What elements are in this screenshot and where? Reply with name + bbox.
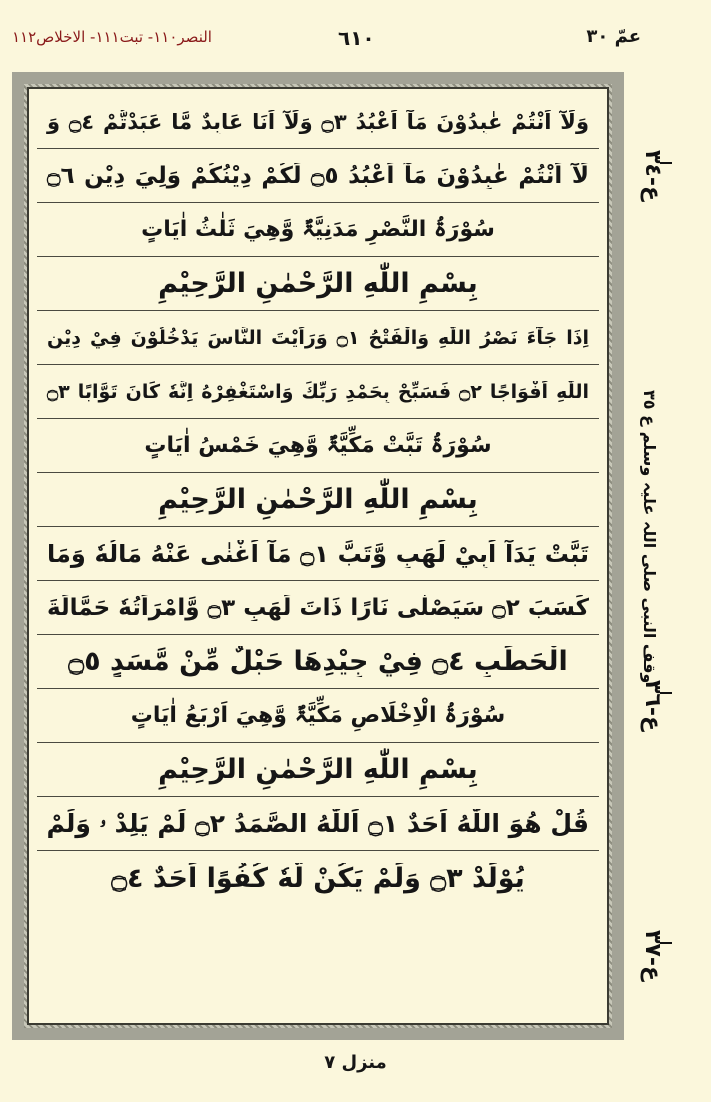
- ruku-marker-34: ع-٣٤: [640, 150, 665, 202]
- verse-row: [37, 797, 599, 851]
- surah-title: سُوْرَۃُ الْاِخْلَاصِ مَكِّيَّۃٌ وَّهِيَ اَرْبَعُ اٰيَاتٍ: [130, 703, 506, 728]
- verse-row: [37, 851, 599, 905]
- verse-line: كَسَبَ ۝٢ سَيَصْلٰى نَارًا ذَاتَ لَهَبٍ ۝٣ وَّامْرَاَتُهٗ حَمَّالَةَ: [47, 594, 589, 621]
- surah-title-row: [37, 203, 599, 257]
- verse-line: وَلَآ اَنْتُمْ عٰبِدُوْنَ مَآ اَعْبُدُ ۝٣ وَلَآ اَنَا عَابِدٌ مَّا عَبَدْتُّمْ ۝٤ وَ: [47, 109, 589, 134]
- verse-line: الْحَطَبِ ۝٤ فِيْ جِيْدِهَا حَبْلٌ مِّنْ مَّسَدٍ ۝٥: [68, 646, 568, 677]
- margin-note-35: وقف النبی صلی اللہ علیہ وسلم ع ٣٥: [640, 390, 659, 684]
- bismillah: بِسْمِ اللّٰهِ الرَّحْمٰنِ الرَّحِيْمِ: [158, 484, 478, 515]
- verse-line: تَبَّتْ يَدَآ اَبِيْ لَهَبٍ وَّتَبَّ ۝١ مَآ اَغْنٰى عَنْهُ مَالُهٗ وَمَا: [47, 539, 589, 568]
- text-panel: [27, 87, 609, 1025]
- verse-line: قُلْ هُوَ اللّٰهُ اَحَدٌ ۝١ اَللّٰهُ الصَّمَدُ ۝٢ لَمْ يَلِدْ ۥ وَلَمْ: [46, 808, 589, 838]
- surah-names-header: النصر١١٠- تبت١١١- الاخلاص١١٢: [12, 28, 212, 46]
- verse-row: [37, 149, 599, 203]
- manzil-footer: منزل ٧: [324, 1052, 387, 1073]
- text-lines: [37, 95, 599, 1017]
- surah-title-row: [37, 419, 599, 473]
- verse-row: [37, 365, 599, 419]
- verse-row: [37, 95, 599, 149]
- verse-row: [37, 581, 599, 635]
- verse-row: [37, 311, 599, 365]
- verse-line: اِذَا جَآءَ نَصْرُ اللّٰهِ وَالْفَتْحُ ۝١ وَرَاَيْتَ النَّاسَ يَدْخُلُوْنَ فِيْ دِيْنِ: [47, 326, 590, 349]
- page-header: [0, 20, 711, 60]
- ruku-marker-36: ع-٣٦: [640, 680, 665, 732]
- verse-line: لَآ اَنْتُمْ عٰبِدُوْنَ مَآ اَعْبُدُ ۝٥ لَكُمْ دِيْنُكُمْ وَلِيَ دِيْنِ ۝٦: [47, 162, 589, 189]
- bismillah-row: [37, 743, 599, 797]
- juz-label: عمّ ٣٠: [586, 26, 641, 47]
- surah-title: سُوْرَۃُ النَّصْرِ مَدَنِيَّۃٌ وَّهِيَ ثَلٰثُ اٰيَاتٍ: [141, 217, 495, 242]
- bismillah-row: [37, 473, 599, 527]
- verse-row: [37, 635, 599, 689]
- verse-line: اللّٰهِ اَفْوَاجًا ۝٢ فَسَبِّحْ بِحَمْدِ رَبِّكَ وَاسْتَغْفِرْهُ اِنَّهٗ كَانَ تَوَّابًا ۝٣: [47, 380, 589, 403]
- ruku-marker-37: ع-٣٧: [640, 930, 665, 982]
- bismillah-row: [37, 257, 599, 311]
- verse-line: يُوْلَدْ ۝٣ وَلَمْ يَكُنْ لَّهٗ كُفُوًا اَحَدٌ ۝٤: [111, 862, 525, 894]
- verse-row: [37, 527, 599, 581]
- bismillah: بِسْمِ اللّٰهِ الرَّحْمٰنِ الرَّحِيْمِ: [158, 268, 478, 299]
- surah-title: سُوْرَۃُ تَبَّتْ مَكِّيَّۃٌ وَّهِيَ خَمْسُ اٰيَاتٍ: [144, 433, 492, 458]
- bismillah: بِسْمِ اللّٰهِ الرَّحْمٰنِ الرَّحِيْمِ: [158, 754, 478, 785]
- page-number: ٦١٠: [338, 26, 375, 50]
- surah-title-row: [37, 689, 599, 743]
- page-frame: [12, 72, 624, 1040]
